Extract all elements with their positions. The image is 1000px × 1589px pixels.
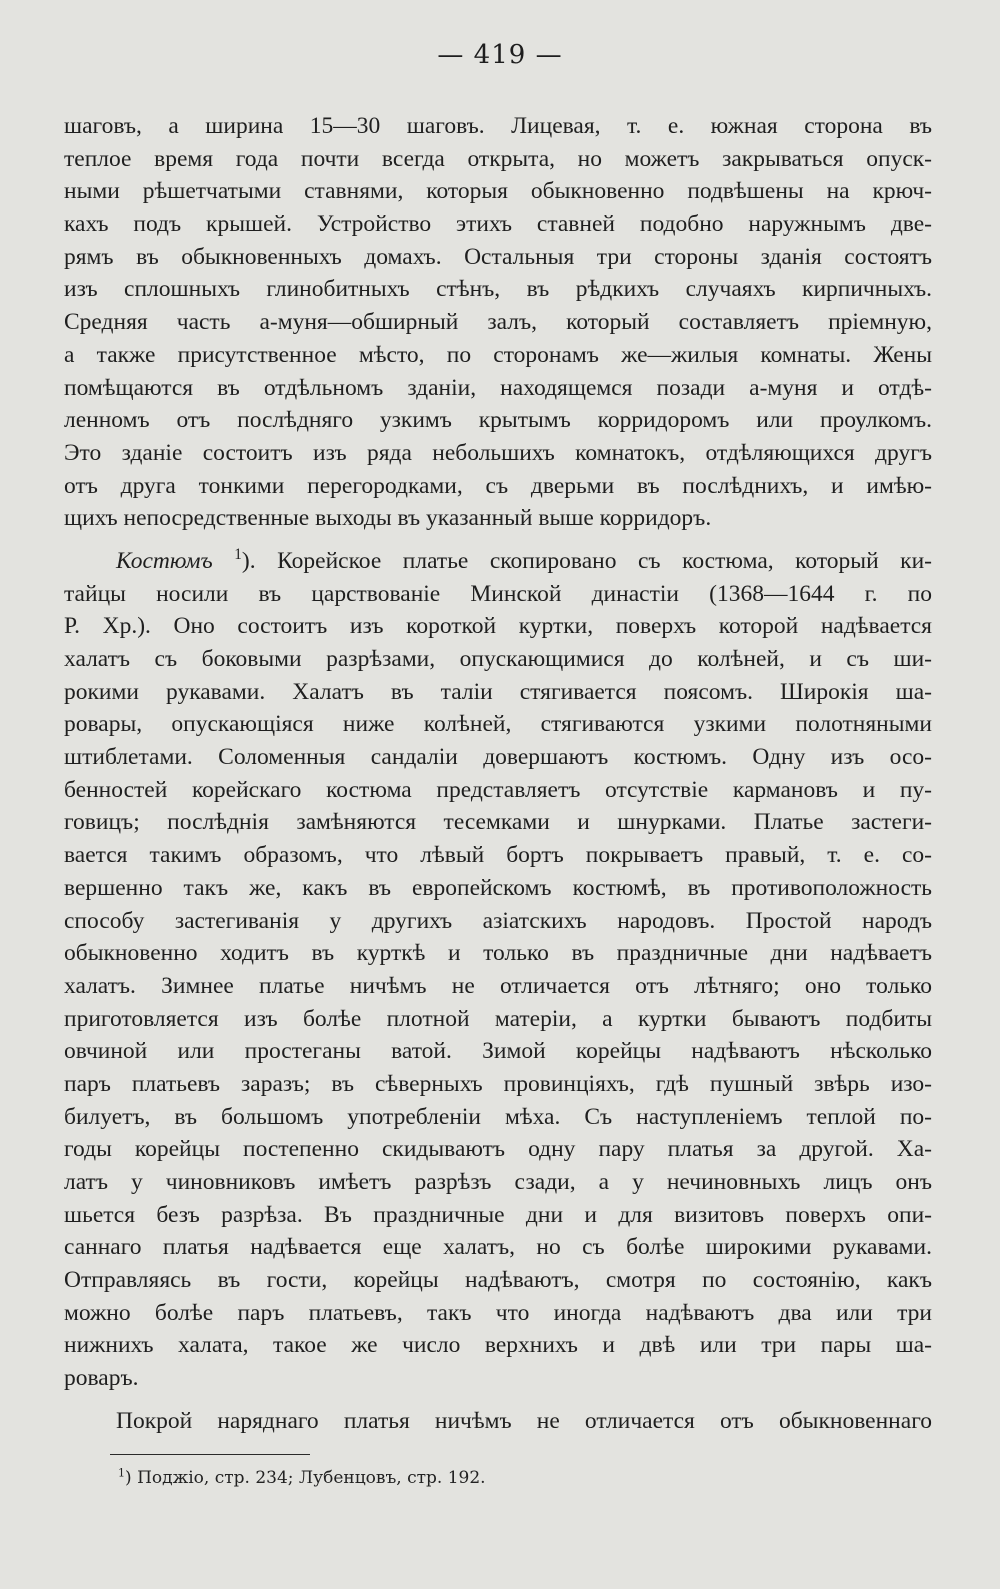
text-line: ными рѣшетчатыми ставнями, которыя обыкновенно подвѣшены на крюч- [64, 178, 932, 205]
paragraph-2 [64, 545, 932, 1395]
text-line: ленномъ отъ послѣдняго узкимъ крытымъ корридоромъ или проулкомъ. [64, 407, 932, 434]
text-line: халатъ. Зимнее платье ничѣмъ не отличается отъ лѣтняго; оно только [64, 972, 932, 999]
paragraph-1 [64, 110, 932, 535]
text-line: Р. Хр.). Оно состоитъ изъ короткой куртки, поверхъ которой надѣвается [64, 613, 932, 640]
text-line: штиблетами. Соломенныя сандаліи довершаютъ костюмъ. Одну изъ осо- [64, 744, 932, 771]
text-line: халатъ съ боковыми разрѣзами, опускающимися до колѣней, и съ ши- [64, 646, 932, 672]
text-line: Отправляясь въ гости, корейцы надѣваютъ, смотря по состоянію, какъ [64, 1267, 932, 1294]
text-line: ровары, опускающіяся ниже колѣней, стягиваются узкими полотняными [64, 711, 932, 738]
body-text [64, 110, 932, 1438]
footnote-mark: 1 [118, 1466, 126, 1480]
text-line: приготовляется изъ болѣе плотной матеріи, а куртки бываютъ подбиты [64, 1005, 932, 1032]
text-line: щихъ непосредственные выходы въ указанный выше корридоръ. [64, 505, 712, 532]
text-line: годы корейцы постепенно скидываютъ одну пару платья за другой. Ха- [64, 1136, 932, 1163]
text-line: можно болѣе паръ платьевъ, такъ что иногда надѣваютъ два или три [64, 1299, 932, 1326]
text-line: шаговъ, а ширина 15—30 шаговъ. Лицевая, т. е. южная сторона въ [64, 113, 932, 139]
text-line: способу застегиванія у другихъ азіатскихъ народовъ. Простой народъ [64, 907, 932, 934]
text-line: изъ сплошныхъ глинобитныхъ стѣнъ, въ рѣдкихъ случаяхъ кирпичныхъ. [64, 276, 932, 303]
text-line: билуетъ, въ большомъ употребленіи мѣха. Съ наступленіемъ теплой по- [64, 1103, 932, 1130]
text-line: Покрой наряднаго платья ничѣмъ не отличается отъ обыкновеннаго [116, 1407, 932, 1434]
text-line: шьется безъ разрѣза. Въ праздничные дни и для визитовъ поверхъ опи- [64, 1201, 932, 1228]
text-line: паръ платьевъ заразъ; въ сѣверныхъ провинціяхъ, гдѣ пушный звѣрь изо- [64, 1070, 932, 1097]
text-line: кахъ подъ крышей. Устройство этихъ ставней подобно наружнымъ две- [64, 211, 932, 238]
text-line: роваръ. [64, 1365, 139, 1392]
text-line: рокими рукавами. Халатъ въ таліи стягивается поясомъ. Широкія ша- [64, 678, 932, 705]
text-line [64, 545, 932, 578]
footnote-text: ) Поджіо, стр. 234; Лубенцовъ, стр. 192. [125, 1468, 486, 1488]
footnote-reference: 1 [234, 546, 242, 564]
page-number: — 419 — [437, 40, 563, 70]
footnote-divider [110, 1454, 310, 1455]
text-line: саннаго платья надѣвается еще халатъ, но съ болѣе широкими рукавами. [64, 1234, 932, 1261]
text-line: а также присутственное мѣсто, по сторонамъ же—жилыя комнаты. Жены [64, 341, 932, 368]
text-run: ). Корейское платье скопировано съ костюма, который ки- [241, 547, 932, 574]
text-line: Это зданіе состоитъ изъ ряда небольшихъ комнатокъ, отдѣляющихся другъ [64, 439, 932, 466]
section-heading: Костюмъ [116, 547, 213, 574]
footnote [118, 1468, 486, 1488]
text-line: нижнихъ халата, такое же число верхнихъ и двѣ или три пары ша- [64, 1332, 932, 1359]
paragraph-gap [64, 535, 932, 545]
text-line: отъ друга тонкими перегородками, съ дверьми въ послѣднихъ, и имѣю- [64, 472, 932, 499]
text-line: тайцы носили въ царствованіе Минской династіи (1368—1644 г. по [64, 580, 932, 607]
text-line: латъ у чиновниковъ имѣетъ разрѣзъ сзади, а у нечиновныхъ лицъ онъ [64, 1169, 932, 1195]
text-line: овчиной или простеганы ватой. Зимой корейцы надѣваютъ нѣсколько [64, 1038, 932, 1065]
text-line: рямъ въ обыкновенныхъ домахъ. Остальныя три стороны зданія состоятъ [64, 243, 932, 270]
text-line: обыкновенно ходитъ въ курткѣ и только въ праздничные дни надѣваетъ [64, 940, 932, 967]
paragraph-gap [64, 1395, 932, 1405]
text-line: Средняя часть а-муня—обширный залъ, который составляетъ пріемную, [64, 309, 932, 336]
text-line: вается такимъ образомъ, что лѣвый бортъ покрываетъ правый, т. е. со- [64, 842, 932, 869]
text-line: помѣщаются въ отдѣльномъ зданіи, находящемся позади а-муня и отдѣ- [64, 374, 932, 401]
text-line: бенностей корейскаго костюма представляетъ отсутствіе кармановъ и пу- [64, 776, 932, 803]
text-line: теплое время года почти всегда открыта, но можетъ закрываться опуск- [64, 145, 932, 172]
text-line: вершенно такъ же, какъ въ европейскомъ костюмѣ, въ противоположность [64, 874, 932, 901]
text-line: говицъ; послѣднія замѣняются тесемками и шнурками. Платье застеги- [64, 809, 932, 836]
paragraph-3 [64, 1405, 932, 1438]
